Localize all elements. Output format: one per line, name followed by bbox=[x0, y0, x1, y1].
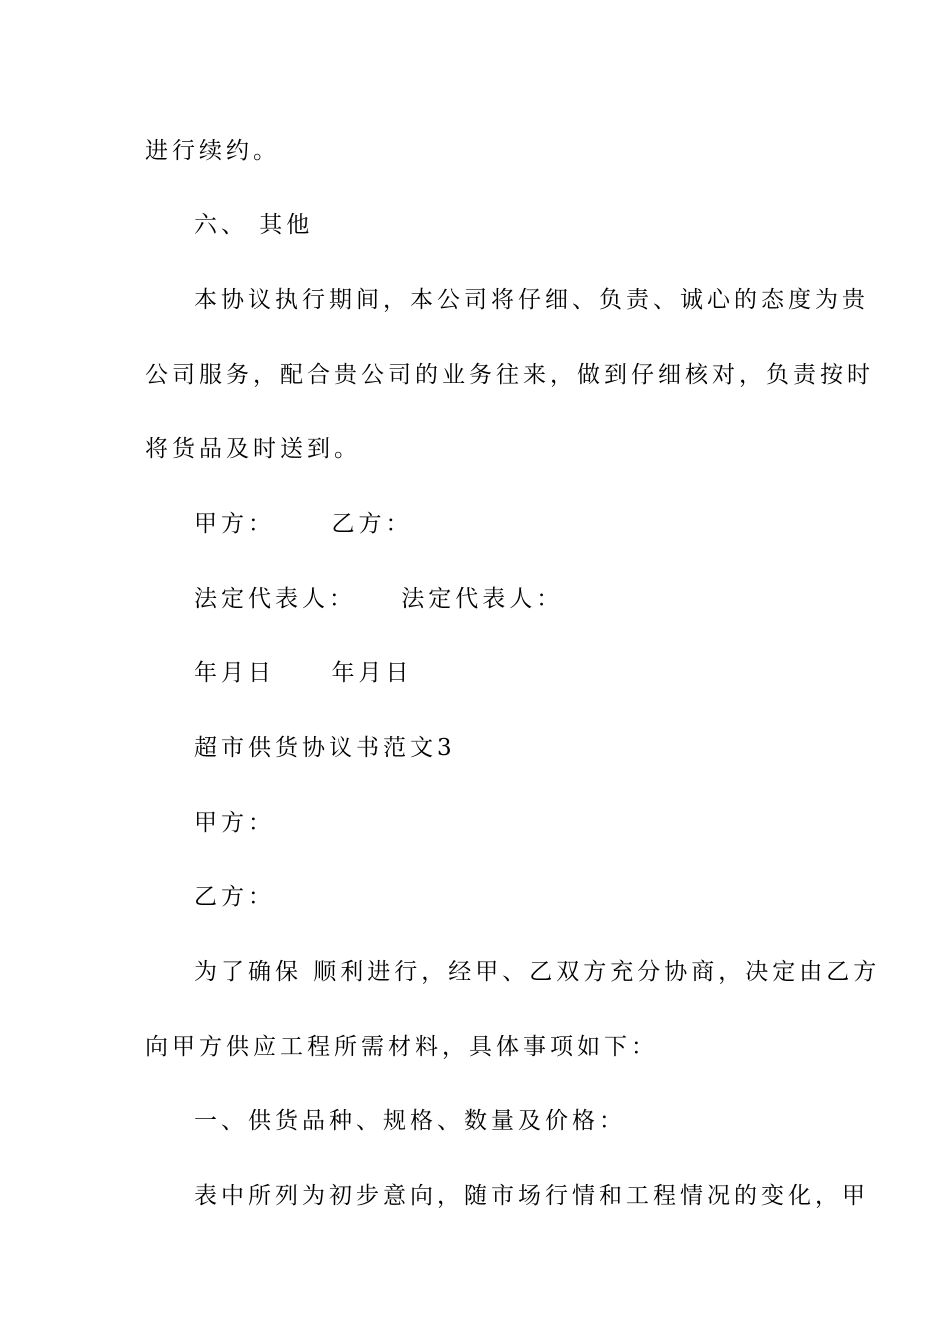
paragraph-line: 表中所列为初步意向，随市场行情和工程情况的变化，甲 bbox=[194, 1183, 869, 1209]
paragraph-line: 进行续约。 bbox=[145, 138, 280, 164]
signature-parties-line: 甲方： 乙方： bbox=[194, 511, 413, 537]
party-a-line: 甲方： bbox=[194, 810, 275, 836]
paragraph-line: 本协议执行期间，本公司将仔细、负责、诚心的态度为贵 bbox=[194, 287, 869, 313]
section-heading: 一、供货品种、规格、数量及价格： bbox=[194, 1108, 626, 1134]
paragraph-line: 将货品及时送到。 bbox=[145, 436, 361, 462]
signature-representatives-line: 法定代表人： 法定代表人： bbox=[194, 586, 564, 612]
party-b-line: 乙方： bbox=[194, 884, 275, 910]
paragraph-line: 公司服务，配合贵公司的业务往来，做到仔细核对，负责按时 bbox=[145, 362, 874, 388]
paragraph-line: 为了确保 顺利进行，经甲、乙双方充分协商，决定由乙方 bbox=[194, 959, 881, 985]
section-heading: 六、 其他 bbox=[194, 212, 314, 238]
paragraph-line: 向甲方供应工程所需材料，具体事项如下： bbox=[145, 1034, 658, 1060]
document-title: 超市供货协议书范文3 bbox=[194, 735, 456, 761]
signature-date-line: 年月日 年月日 bbox=[194, 660, 413, 686]
